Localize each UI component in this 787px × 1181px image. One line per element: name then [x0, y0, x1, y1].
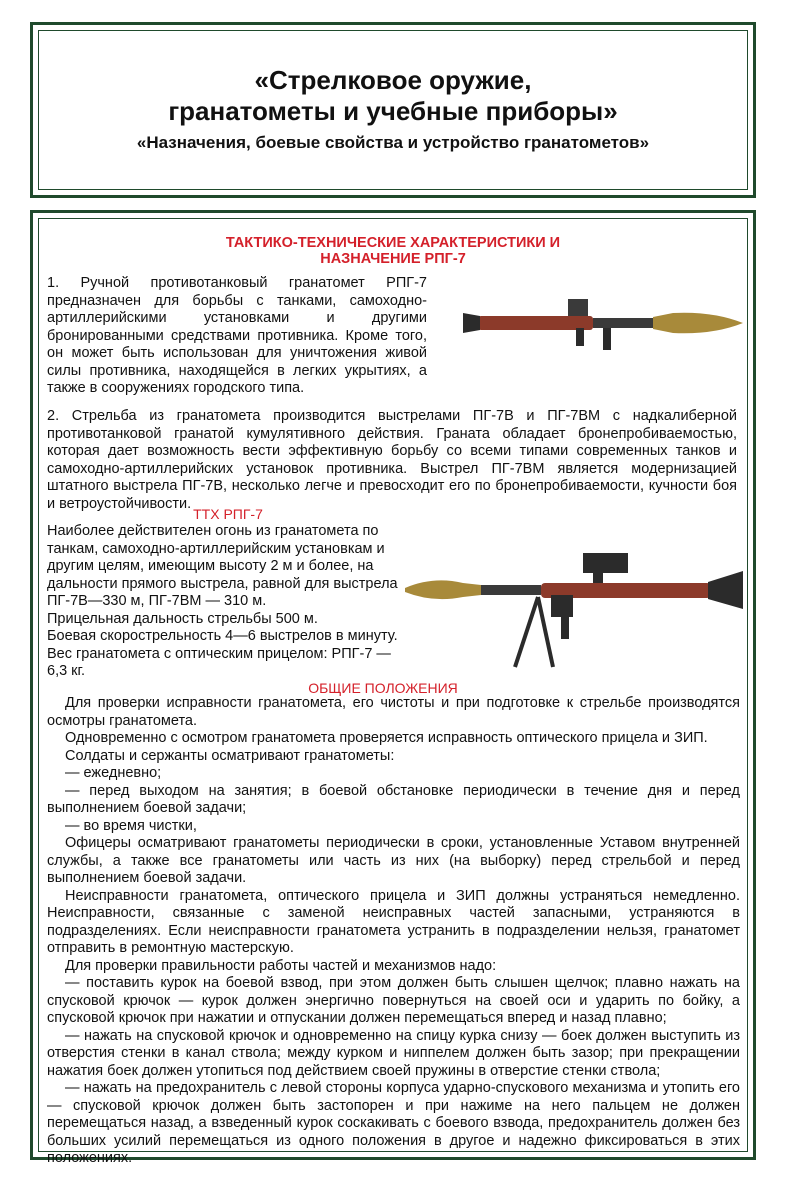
general-paragraph: — перед выходом на занятия; в боевой обстановке периодически в течение дня и перед выполнением боевой задачи; [47, 782, 740, 816]
ttx-line: танкам, самоходно-артиллерийским установкам и [47, 540, 385, 557]
paragraph-1: 1. Ручной противотанковый гранатомет РПГ-7 предназначен для борьбы с танками, самоходно-артиллерийскими установками и другими бронированными средствами противника. Кроме того, он может быть использован для уничтожения живой силы противника, находящейся в легких укрытиях, а также в сооружениях городского типа. [47, 275, 427, 396]
general-text [47, 695, 740, 1168]
content-frame [30, 210, 756, 1166]
ttx-line: дальности прямого выстрела, равной для выстрела [47, 575, 398, 592]
general-paragraph: Для проверки исправности гранатомета, его чистоты и при подготовке к стрельбе производятся осмотры гранатомета. [47, 695, 740, 729]
general-paragraph: — во время чистки, [65, 817, 197, 834]
ttx-line: Боевая скорострельность 4—6 выстрелов в минуту. [47, 628, 398, 644]
rpg7-side-image [458, 283, 748, 353]
general-paragraph: Для проверки правильности работы частей и механизмов надо: [65, 957, 497, 974]
general-paragraph: — нажать на предохранитель с левой стороны корпуса ударно-спускового механизма и утопить его — спусковой крючок должен быть застопорен и при нажиме на него пальцем не должен перемещаться назад, а взведенный курок соскакивать с боевого взвода, предохранитель должен без больших усилий перемещаться из одного положения в другое и надежно фиксироваться в этих положениях. [47, 1080, 740, 1166]
paragraph-2: 2. Стрельба из гранатомета производится выстрелами ПГ-7В и ПГ-7ВМ с надкалиберной противотанковой гранатой кумулятивного действия. Граната обладает бронепробиваемостью, которая дает возможность вести эффективную борьбу со всеми типами современных танков и самоходно-артиллерийских установок противника. Выстрел ПГ-7ВМ является модернизацией штатного выстрела ПГ-7В, несколько легче и превосходит его по бронепробиваемости, кучности боя и ветроустойчивости. [47, 408, 737, 512]
general-paragraph: — поставить курок на боевой взвод, при этом должен быть слышен щелчок; плавно нажать на спусковой крючок — курок должен энергично повернуться на своей оси и ударить по бойку, а спусковой крючок при нажатии и отпускании должен перемещаться вперед и назад плавно; [47, 975, 740, 1026]
general-heading: ОБЩИЕ ПОЛОЖЕНИЯ [308, 680, 458, 696]
general-paragraph: — ежедневно; [65, 765, 162, 781]
launcher-barrel [481, 585, 541, 595]
trigger-housing [551, 595, 573, 617]
section-heading-line-2: НАЗНАЧЕНИЕ РПГ-7 [320, 251, 466, 267]
bipod-leg-left [515, 597, 538, 667]
launcher-nozzle [463, 313, 480, 333]
optical-sight [583, 553, 628, 573]
launcher-nozzle [708, 571, 743, 609]
bipod-leg-right [538, 597, 553, 667]
general-paragraph: Солдаты и сержанты осматривают гранатометы: [65, 747, 395, 764]
ttx-line: Прицельная дальность стрельбы 500 м. [47, 610, 318, 627]
title-line-1: «Стрелковое оружие, [254, 65, 532, 95]
section-heading-line-1: ТАКТИКО-ТЕХНИЧЕСКИЕ ХАРАКТЕРИСТИКИ И [225, 235, 561, 251]
title-frame [30, 22, 756, 198]
general-paragraph: Офицеры осматривают гранатометы периодически в сроки, установленные Уставом внутренней службы, а также все гранатометы или часть из них (на выборку) перед стрельбой и перед выполнением боевой задачи. [47, 835, 740, 886]
title-line-2: гранатометы и учебные приборы» [168, 96, 618, 126]
ttx-line: ПГ-7В—330 м, ПГ-7ВМ — 310 м. [47, 593, 267, 609]
ttx-text [47, 523, 402, 681]
grenade-warhead [405, 580, 481, 599]
general-paragraph: Одновременно с осмотром гранатомета проверяется исправность оптического прицела и ЗИП. [65, 730, 708, 746]
ttx-heading: ТТХ РПГ-7 [193, 506, 263, 522]
title-block [33, 65, 753, 153]
section-heading-main [73, 235, 713, 267]
general-paragraph: — нажать на спусковой крючок и одновременно на спицу курка снизу — боек должен выступить из отверстия стенки в канал ствола; между курком и ниппелем должен быть зазор; при прекращении нажатия боек должен утопиться под действием своей пружины в отверстие стенки ствола; [47, 1027, 740, 1079]
grenade-warhead [653, 313, 743, 334]
ttx-line: другим целям, имеющим высоту 2 м и более, на [47, 558, 374, 574]
ttx-line: 6,3 кг. [47, 663, 86, 679]
pistol-grip [603, 328, 611, 350]
ttx-line: Вес гранатомета с оптическим прицелом: РПГ-7 — [47, 645, 391, 662]
rpg7-bipod-image [403, 533, 748, 673]
launcher-barrel [593, 318, 653, 328]
subtitle: «Назначения, боевые свойства и устройство гранатометов» [136, 133, 650, 152]
launcher-tube [478, 316, 593, 330]
general-paragraph: Неисправности гранатомета, оптического прицела и ЗИП должны устраняться немедленно. Неисправности, связанные с заменой неисправных частей запасными, устраняются в подразделениях. Если неисправности гранатомета устранить в подразделении нельзя, гранатомет отправить в ремонтную мастерскую. [47, 887, 740, 956]
sight-mount [593, 573, 603, 583]
front-grip [576, 328, 584, 346]
pistol-grip [561, 617, 569, 639]
ttx-line: Наиболее действителен огонь из гранатомета по [47, 523, 379, 539]
optical-sight [568, 299, 588, 316]
